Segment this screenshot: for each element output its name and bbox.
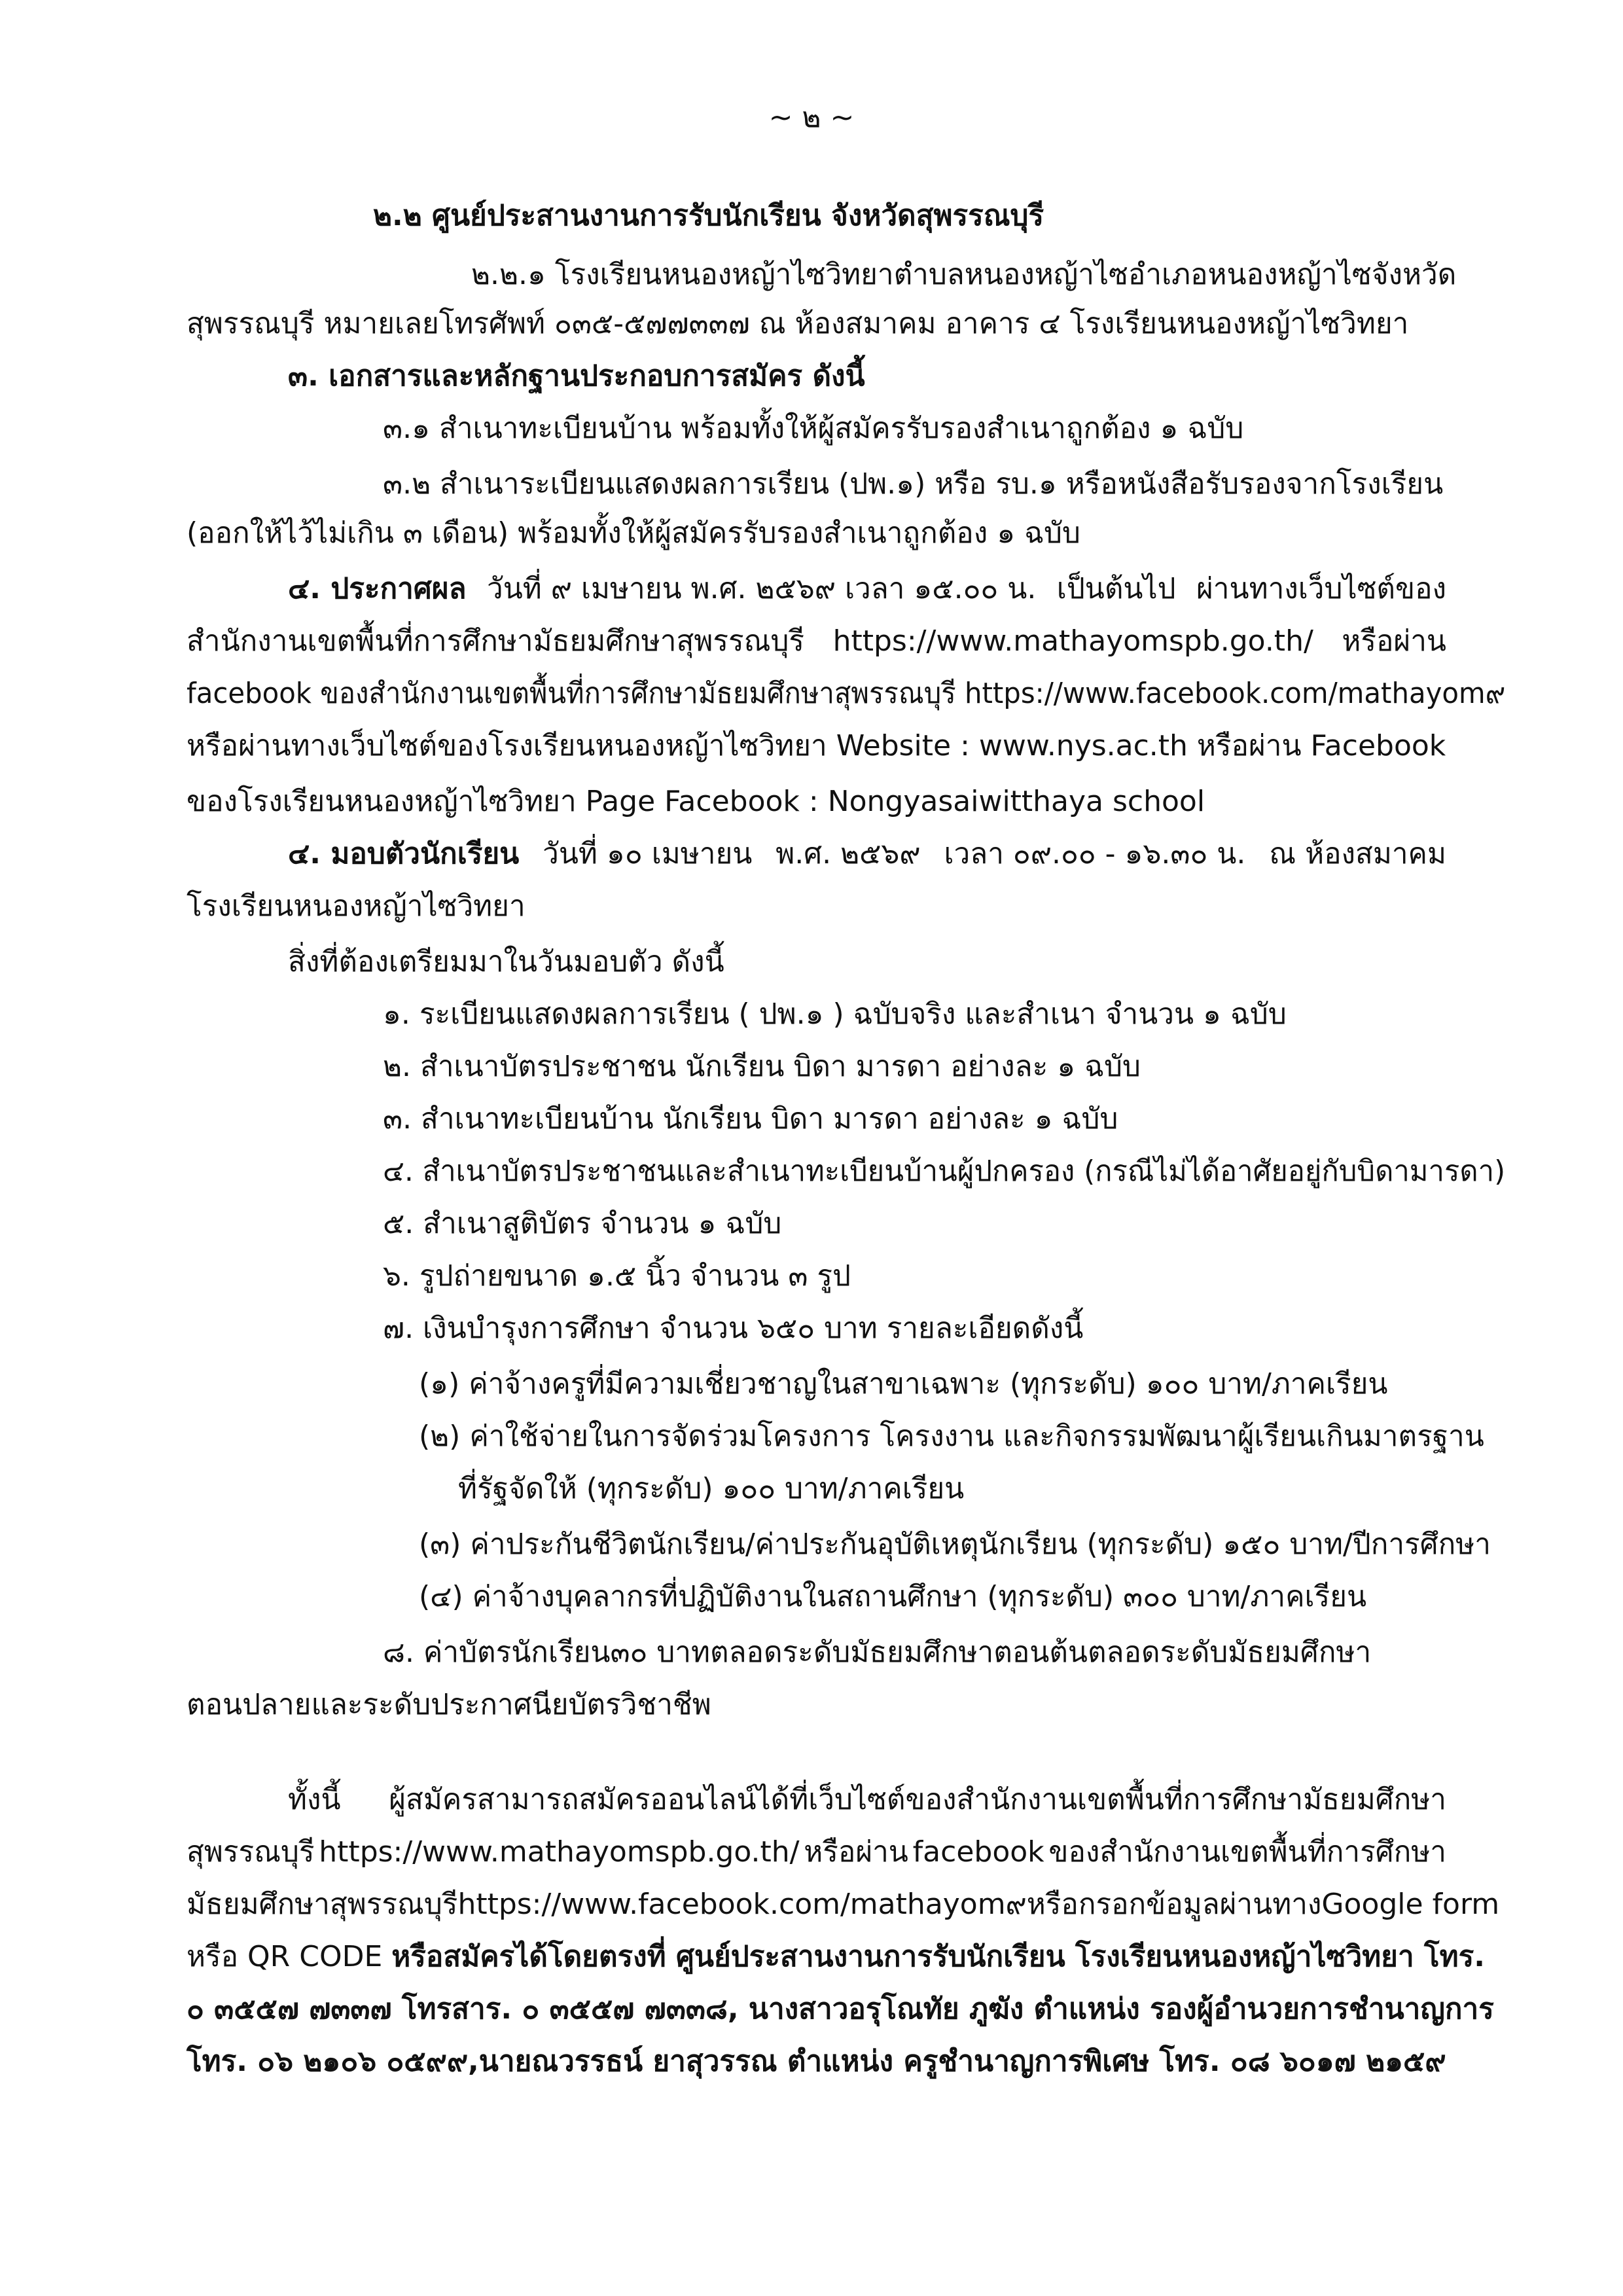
text-segment: ของสำนักงานเขตพื้นที่การศึกษา xyxy=(1048,1835,1446,1869)
contact-heading: หรือสมัครได้โดยตรงที่ ศูนย์ประสานงานการรับนักเรียน โรงเรียนหนองหญ้าไซวิทยา โทร. xyxy=(391,1940,1485,1973)
text-segment: มัธยมศึกษาสุพรรณบุรี xyxy=(187,1888,458,1921)
text-segment: ตลอดระดับมัธยมศึกษา xyxy=(1087,1636,1372,1669)
text-segment: หรือผ่าน xyxy=(804,1835,908,1869)
fee-item-3: (๓) ค่าประกันชีวิตนักเรียน/ค่าประกันอุบัติเหตุนักเรียน (ทุกระดับ) ๑๕๐ บาท/ปีการศึกษา xyxy=(419,1528,1491,1561)
text-segment: Google form xyxy=(1321,1888,1500,1921)
section-4-announcement-line-2 xyxy=(187,622,1446,661)
text-segment: ๒.๒.๑ โรงเรียนหนองหญ้าไซวิทยา xyxy=(471,258,894,291)
text-segment: เป็นต้นไป xyxy=(1056,572,1176,605)
section-4-reporting-line-1 xyxy=(288,834,1446,874)
text-segment: หรือกรอกข้อมูลผ่านทาง xyxy=(1026,1888,1322,1921)
fee-item-2-continuation: ที่รัฐจัดให้ (ทุกระดับ) ๑๐๐ บาท/ภาคเรียน xyxy=(458,1472,965,1505)
text-segment: หรือผ่าน xyxy=(1342,624,1446,658)
text-segment: อำเภอหนองหญ้าไซ xyxy=(1128,258,1372,291)
prep-item-6: ๖. รูปถ่ายขนาด ๑.๕ นิ้ว จำนวน ๓ รูป xyxy=(383,1259,851,1293)
section-4-reporting-line-2: โรงเรียนหนองหญ้าไซวิทยา xyxy=(187,889,526,923)
section-2-2-line-1 xyxy=(471,255,1457,295)
closing-line-4 xyxy=(187,1937,1485,1977)
text-segment: สำนักงานเขตพื้นที่การศึกษามัธยมศึกษาสุพรรณบุรี xyxy=(187,624,805,658)
text-segment: ตลอดระดับมัธยมศึกษาตอนต้น xyxy=(710,1636,1088,1669)
prep-item-1: ๑. ระเบียนแสดงผลการเรียน ( ปพ.๑ ) ฉบับจริง และสำเนา จำนวน ๑ ฉบับ xyxy=(383,997,1287,1031)
closing-line-2 xyxy=(187,1833,1446,1872)
url-link[interactable]: https://www.facebook.com/mathayom๙ xyxy=(457,1888,1027,1921)
closing-line-1 xyxy=(288,1780,1446,1820)
fee-item-1: (๑) ค่าจ้างครูที่มีความเชี่ยวชาญในสาขาเฉพาะ (ทุกระดับ) ๑๐๐ บาท/ภาคเรียน xyxy=(419,1367,1388,1401)
fee-item-4: (๔) ค่าจ้างบุคลากรที่ปฏิบัติงานในสถานศึกษา (ทุกระดับ) ๓๐๐ บาท/ภาคเรียน xyxy=(419,1580,1367,1613)
prep-item-4: ๔. สำเนาบัตรประชาชนและสำเนาทะเบียนบ้านผู้ปกครอง (กรณีไม่ได้อาศัยอยู่กับบิดามารดา) xyxy=(383,1155,1506,1188)
section-2-2-heading: ๒.๒ ศูนย์ประสานงานการรับนักเรียน จังหวัดสุพรรณบุรี xyxy=(373,199,1044,232)
announcement-label: ๔. ประกาศผล xyxy=(288,572,467,605)
page-number: ~ ๒ ~ xyxy=(768,101,855,134)
text-segment: ทั้งนี้ xyxy=(288,1783,341,1816)
section-4-announcement-line-5: ของโรงเรียนหนองหญ้าไซวิทยา Page Facebook : Nongyasaiwitthaya school xyxy=(187,785,1205,818)
text-segment: ผ่านทางเว็บไซต์ของ xyxy=(1196,572,1446,605)
text-segment: พ.ศ. ๒๕๖๙ xyxy=(776,837,921,870)
url-link[interactable]: https://www.mathayomspb.go.th/ xyxy=(832,624,1313,658)
prep-item-8-line-1 xyxy=(383,1633,1372,1672)
text-segment: วันที่ ๙ เมษายน พ.ศ. ๒๕๖๙ เวลา ๑๕.๐๐ น. xyxy=(487,572,1037,605)
prep-item-8-line-2: ตอนปลายและระดับประกาศนียบัตรวิชาชีพ xyxy=(187,1688,711,1721)
section-3-heading: ๓. เอกสารและหลักฐานประกอบการสมัคร ดังนี้ xyxy=(288,359,865,393)
prep-item-5: ๕. สำเนาสูติบัตร จำนวน ๑ ฉบับ xyxy=(383,1207,782,1240)
section-3-item-2-line-2: (ออกให้ไว้ไม่เกิน ๓ เดือน) พร้อมทั้งให้ผู้สมัครรับรองสำเนาถูกต้อง ๑ ฉบับ xyxy=(187,516,1080,550)
text-segment: facebook xyxy=(912,1835,1044,1869)
text-segment: สุพรรณบุรี xyxy=(187,1835,315,1869)
section-3-item-1: ๓.๑ สำเนาทะเบียนบ้าน พร้อมทั้งให้ผู้สมัครรับรองสำเนาถูกต้อง ๑ ฉบับ xyxy=(383,412,1244,445)
prep-heading: สิ่งที่ต้องเตรียมมาในวันมอบตัว ดังนี้ xyxy=(288,945,724,978)
reporting-label: ๔. มอบตัวนักเรียน xyxy=(288,837,520,870)
url-link[interactable]: https://www.mathayomspb.go.th/ xyxy=(319,1835,800,1869)
text-segment: หรือ QR CODE xyxy=(187,1940,383,1973)
section-4-announcement-line-4: หรือผ่านทางเว็บไซต์ของโรงเรียนหนองหญ้าไซวิทยา Website : www.nys.ac.th หรือผ่าน Facebook xyxy=(187,729,1446,762)
text-segment: เวลา ๐๙.๐๐ - ๑๖.๓๐ น. xyxy=(944,837,1246,870)
text-segment: ๓๐ บาท xyxy=(610,1636,711,1669)
section-4-announcement-line-1 xyxy=(288,569,1446,609)
text-segment: วันที่ ๑๐ เมษายน xyxy=(543,837,753,870)
closing-line-6: โทร. ๐๖ ๒๑๐๖ ๐๕๙๙,นายณวรรธน์ ยาสุวรรณ ตำแหน่ง ครูชำนาญการพิเศษ โทร. ๐๘ ๖๐๑๗ ๒๑๕๙ xyxy=(187,2045,1446,2078)
section-2-2-line-2: สุพรรณบุรี หมายเลยโทรศัพท์ ๐๓๕-๕๗๗๓๓๗ ณ ห้องสมาคม อาคาร ๔ โรงเรียนหนองหญ้าไซวิทยา xyxy=(187,307,1409,340)
section-4-announcement-line-3: facebook ของสำนักงานเขตพื้นที่การศึกษามัธยมศึกษาสุพรรณบุรี https://www.facebook.com/mathayom๙ xyxy=(187,677,1506,710)
closing-line-5: ๐ ๓๕๕๗ ๗๓๓๗ โทรสาร. ๐ ๓๕๕๗ ๗๓๓๘, นางสาวอรุโณทัย ภูฆัง ตำแหน่ง รองผู้อำนวยการชำนาญการ xyxy=(187,1992,1494,2026)
prep-item-2: ๒. สำเนาบัตรประชาชน นักเรียน บิดา มารดา อย่างละ ๑ ฉบับ xyxy=(383,1050,1141,1083)
text-segment: ณ ห้องสมาคม xyxy=(1269,837,1446,870)
fee-item-2: (๒) ค่าใช้จ่ายในการจัดร่วมโครงการ โครงงาน และกิจกรรมพัฒนาผู้เรียนเกินมาตรฐาน xyxy=(419,1420,1484,1453)
text-segment: ๘. ค่าบัตรนักเรียน xyxy=(383,1636,611,1669)
section-3-item-2-line-1: ๓.๒ สำเนาระเบียนแสดงผลการเรียน (ปพ.๑) หรือ รบ.๑ หรือหนังสือรับรองจากโรงเรียน xyxy=(383,467,1444,501)
text-segment: ตำบลหนองหญ้าไซ xyxy=(893,258,1128,291)
text-segment: ผู้สมัครสามารถสมัครออนไลน์ได้ที่เว็บไซต์ของสำนักงานเขตพื้นที่การศึกษามัธยมศึกษา xyxy=(389,1783,1446,1816)
prep-item-7: ๗. เงินบำรุงการศึกษา จำนวน ๖๕๐ บาท รายละเอียดดังนี้ xyxy=(383,1312,1084,1345)
closing-line-3 xyxy=(187,1885,1500,1924)
text-segment: จังหวัด xyxy=(1371,258,1457,291)
prep-item-3: ๓. สำเนาทะเบียนบ้าน นักเรียน บิดา มารดา อย่างละ ๑ ฉบับ xyxy=(383,1102,1118,1136)
